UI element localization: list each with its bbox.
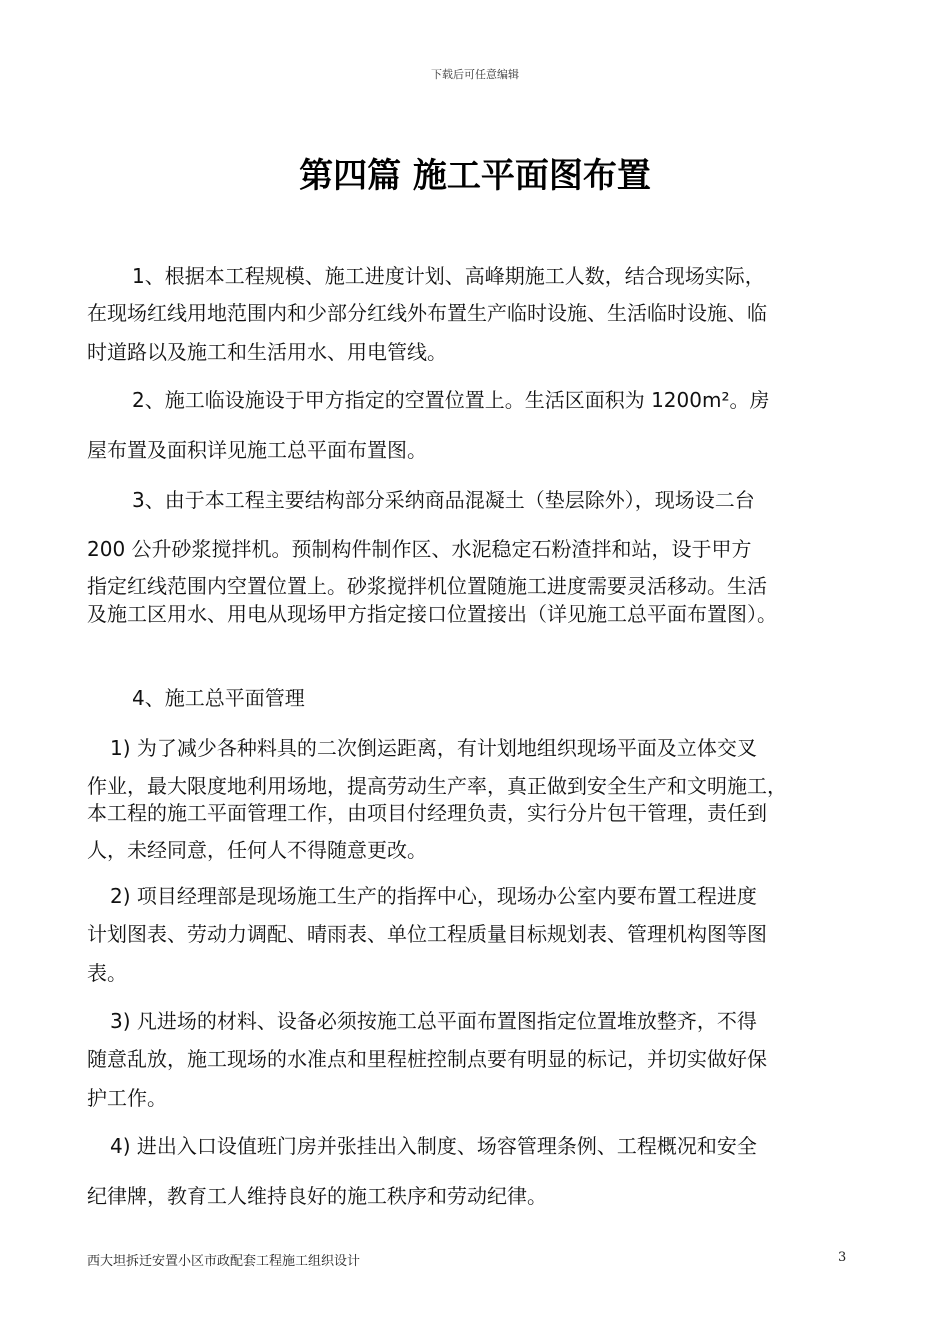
paragraph-line: 2、施工临设施设于甲方指定的空置位置上。生活区面积为 1200m²。房 [132,388,770,412]
list-item-line: 计划图表、劳动力调配、晴雨表、单位工程质量目标规划表、管理机构图等图 [87,922,767,946]
header-note: 下载后可任意编辑 [431,68,519,81]
list-item-line: 随意乱放，施工现场的水准点和里程桩控制点要有明显的标记，并切实做好保 [87,1047,767,1071]
paragraph-line: 时道路以及施工和生活用水、用电管线。 [87,340,447,364]
paragraph-line: 及施工区用水、用电从现场甲方指定接口位置接出（详见施工总平面布置图）。 [87,602,777,626]
paragraph-line: 指定红线范围内空置位置上。砂浆搅拌机位置随施工进度需要灵活移动。生活 [87,574,767,598]
section-heading: 4、施工总平面管理 [132,686,305,710]
list-item-line: 2) 项目经理部是现场施工生产的指挥中心，现场办公室内要布置工程进度 [110,884,757,908]
list-item-line: 4) 进出入口设值班门房并张挂出入制度、场容管理条例、工程概况和安全 [110,1134,757,1158]
footer-doc-title: 西大坦拆迁安置小区市政配套工程施工组织设计 [87,1254,361,1269]
paragraph-line: 屋布置及面积详见施工总平面布置图。 [87,438,427,462]
paragraph-line: 1、根据本工程规模、施工进度计划、高峰期施工人数，结合现场实际， [132,264,765,288]
list-item-line: 纪律牌，教育工人维持良好的施工秩序和劳动纪律。 [87,1184,547,1208]
list-item-line: 1) 为了减少各种料具的二次倒运距离，有计划地组织现场平面及立体交叉 [110,736,757,760]
list-item-line: 本工程的施工平面管理工作，由项目付经理负责，实行分片包干管理，责任到 [87,801,767,825]
page-number: 3 [838,1250,847,1265]
list-item-line: 表。 [87,961,127,985]
paragraph-line: 3、由于本工程主要结构部分采纳商品混凝土（垫层除外），现场设二台 [132,488,755,512]
paragraph-line: 在现场红线用地范围内和少部分红线外布置生产临时设施、生活临时设施、临 [87,301,767,325]
list-item-line: 作业，最大限度地利用场地，提高劳动生产率，真正做到安全生产和文明施工， [87,774,787,798]
list-item-line: 人，未经同意，任何人不得随意更改。 [87,838,427,862]
list-item-line: 3) 凡进场的材料、设备必须按施工总平面布置图指定位置堆放整齐，不得 [110,1009,757,1033]
list-item-line: 护工作。 [87,1086,167,1110]
paragraph-line: 200 公升砂浆搅拌机。预制构件制作区、水泥稳定石粉渣拌和站，设于甲方 [87,537,752,561]
page-title: 第四篇 施工平面图布置 [299,156,651,196]
